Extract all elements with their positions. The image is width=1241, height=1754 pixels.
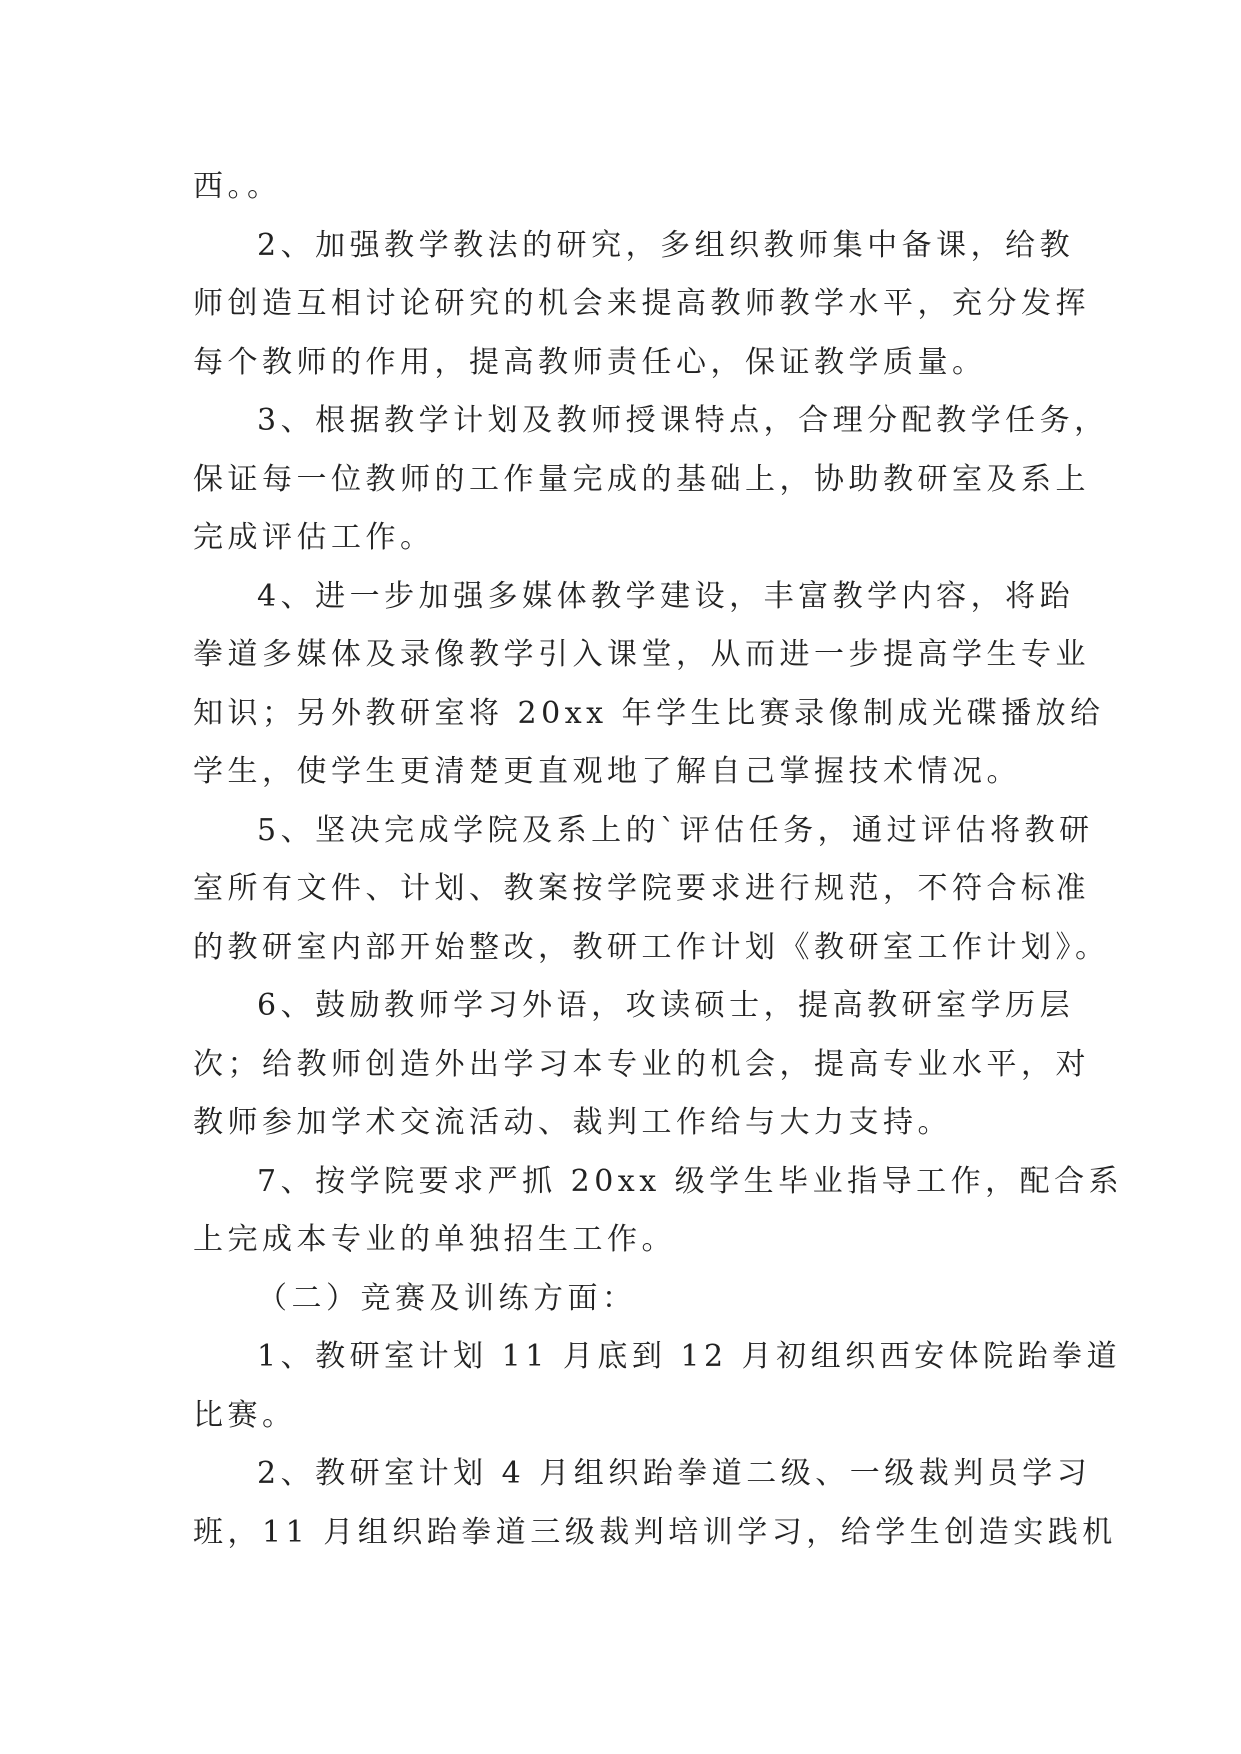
text-line: 师创造互相讨论研究的机会来提高教师教学水平，充分发挥 <box>193 286 1090 321</box>
text-line: 的教研室内部开始整改，教研工作计划《教研室工作计划》。 <box>193 929 1110 965</box>
text-line: 西。。 <box>193 169 282 204</box>
text-line: 次；给教师创造外出学习本专业的机会，提高专业水平，对 <box>193 1046 1090 1082</box>
document-text <box>193 158 1124 1562</box>
text-line: 学生，使学生更清楚更直观地了解自己掌握技术情况。 <box>193 754 1021 789</box>
text-line: 知识；另外教研室将 20xx 年学生比赛录像制成光碟播放给 <box>193 695 1105 731</box>
text-line: 2、教研室计划 4 月组织跆拳道二级、一级裁判员学习 <box>257 1456 1092 1491</box>
text-line: 室所有文件、计划、教案按学院要求进行规范，不符合标准 <box>193 871 1090 906</box>
text-line: 3、根据教学计划及教师授课特点，合理分配教学任务， <box>257 403 1109 438</box>
text-line: 比赛。 <box>193 1397 297 1433</box>
text-line: 每个教师的作用，提高教师责任心，保证教学质量。 <box>193 344 987 380</box>
text-line: 上完成本专业的单独招生工作。 <box>193 1222 676 1257</box>
text-line: 1、教研室计划 11 月底到 12 月初组织西安体院跆拳道 <box>257 1339 1122 1374</box>
text-line: 班，11 月组织跆拳道三级裁判培训学习，给学生创造实践机 <box>193 1514 1117 1550</box>
text-line: 4、进一步加强多媒体教学建设，丰富教学内容，将跆 <box>257 578 1075 614</box>
text-line: 7、按学院要求严抓 20xx 级学生毕业指导工作，配合系 <box>257 1163 1124 1199</box>
text-line: 完成评估工作。 <box>193 520 435 555</box>
text-line: 2、加强教学教法的研究，多组织教师集中备课，给教 <box>257 227 1075 263</box>
document-body <box>193 158 1124 1562</box>
text-line: 教师参加学术交流活动、裁判工作给与大力支持。 <box>193 1105 952 1140</box>
text-line: 保证每一位教师的工作量完成的基础上，协助教研室及系上 <box>193 461 1090 497</box>
section-heading: （二）竞赛及训练方面： <box>257 1280 637 1316</box>
text-line: 5、坚决完成学院及系上的`评估任务，通过评估将教研 <box>257 812 1094 848</box>
text-line: 6、鼓励教师学习外语，攻读硕士，提高教研室学历层 <box>257 988 1075 1023</box>
text-line: 拳道多媒体及录像教学引入课堂，从而进一步提高学生专业 <box>193 637 1090 672</box>
